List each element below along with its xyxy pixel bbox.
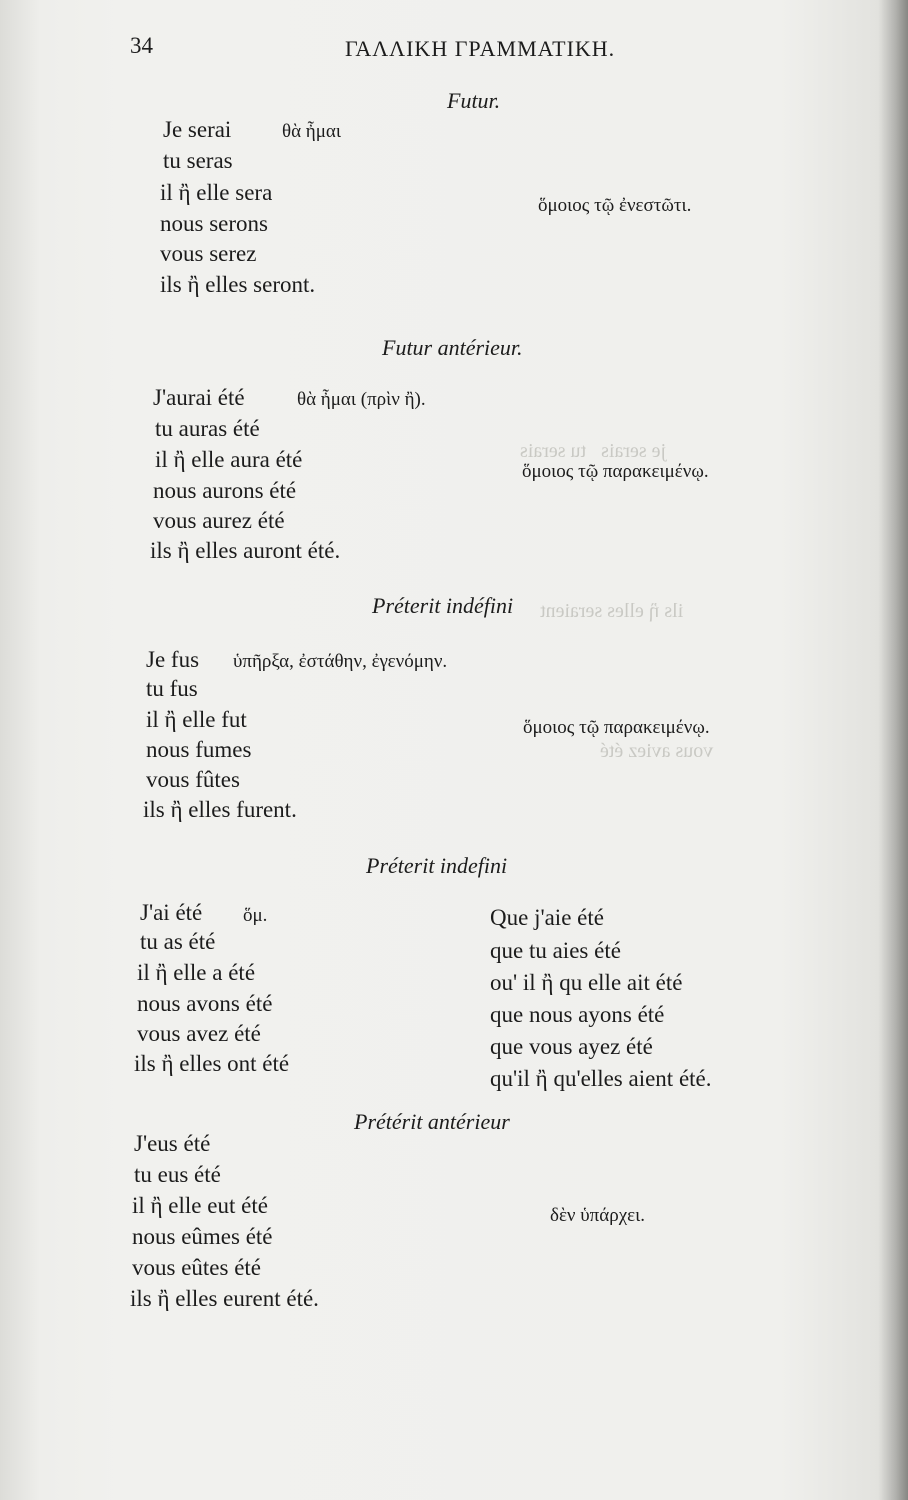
- section-heading-futur-anterieur: Futur antérieur.: [382, 335, 523, 360]
- conjugation-line: ils ἢ elles eurent été.: [130, 1286, 319, 1311]
- conjugation-line: nous avons été: [137, 991, 273, 1016]
- show-through-text: ils ἢ elles seraient: [540, 600, 684, 622]
- conjugation-line: ils ἢ elles auront été.: [150, 538, 341, 563]
- greek-gloss: ὑπῆρξα, ἐστάθην, ἐγενόμην.: [233, 651, 448, 672]
- conjugation-line: il ἢ elle fut: [146, 707, 247, 732]
- conjugation-line: il ἢ elle eut été: [132, 1193, 268, 1218]
- section-heading-preterit-defini: Préterit indéfini: [372, 593, 514, 618]
- conjugation-line: il ἢ elle sera: [160, 180, 273, 205]
- greek-note: ὅμοιος τῷ παρακειμένῳ.: [522, 461, 709, 482]
- conjugation-line: tu eus été: [134, 1162, 221, 1187]
- subjunctive-line: ou' il ἢ qu elle ait été: [490, 970, 683, 995]
- conjugation-line: nous aurons été: [153, 478, 297, 503]
- conjugation-line: J'ai été: [140, 900, 203, 925]
- conjugation-line: Je serai: [163, 117, 232, 142]
- conjugation-line: il ἢ elle a été: [137, 960, 256, 985]
- conjugation-line: J'eus été: [134, 1131, 211, 1156]
- show-through-text: vous aviez été: [600, 740, 714, 762]
- conjugation-line: ils ἢ elles ont été: [134, 1051, 290, 1076]
- subjunctive-line: que vous ayez été: [490, 1034, 653, 1059]
- conjugation-line: vous eûtes été: [132, 1255, 262, 1280]
- subjunctive-line: que nous ayons été: [490, 1002, 665, 1027]
- greek-note: ὅμοιος τῷ παρακειμένῳ.: [523, 717, 710, 738]
- greek-gloss: θὰ ἦμαι (πρὶν ἢ).: [297, 389, 426, 410]
- conjugation-line: vous avez été: [137, 1021, 261, 1046]
- conjugation-line: nous eûmes été: [132, 1224, 273, 1249]
- conjugation-line: il ἢ elle aura été: [155, 447, 303, 472]
- conjugation-line: J'aurai été: [153, 385, 245, 410]
- conjugation-line: nous fumes: [146, 737, 252, 762]
- page-spine-shadow: [878, 0, 908, 1500]
- subjunctive-line: qu'il ἢ qu'elles aient été.: [490, 1066, 712, 1091]
- greek-note: δὲν ὑπάρχει.: [550, 1205, 645, 1226]
- conjugation-line: tu as été: [140, 929, 216, 954]
- conjugation-line: vous serez: [160, 241, 257, 266]
- section-heading-preterit-indefini: Préterit indefini: [366, 853, 508, 878]
- conjugation-line: tu auras été: [155, 416, 260, 441]
- conjugation-line: vous fûtes: [146, 767, 240, 792]
- running-title: ΓΑΛΛΙΚΗ ΓΡΑΜΜΑΤΙΚΗ.: [345, 36, 616, 61]
- section-heading-preterit-anterieur: Prétérit antérieur: [354, 1109, 510, 1134]
- greek-note: ὅμοιος τῷ ἐνεστῶτι.: [538, 195, 692, 216]
- conjugation-line: tu seras: [163, 148, 233, 173]
- conjugation-line: tu fus: [146, 676, 198, 701]
- section-heading-futur: Futur.: [447, 88, 501, 113]
- subjunctive-line: que tu aies été: [490, 938, 621, 963]
- conjugation-line: vous aurez été: [153, 508, 285, 533]
- conjugation-line: ils ἢ elles furent.: [143, 797, 297, 822]
- greek-gloss: θὰ ἦμαι: [282, 121, 341, 142]
- conjugation-line: nous serons: [160, 211, 268, 236]
- page-number: 34: [130, 33, 153, 58]
- show-through-text: je serais tu serais: [520, 440, 667, 462]
- subjunctive-line: Que j'aie été: [490, 905, 604, 930]
- conjugation-line: Je fus: [146, 647, 200, 672]
- conjugation-line: ils ἢ elles seront.: [160, 272, 316, 297]
- greek-gloss: ὅμ.: [243, 905, 268, 926]
